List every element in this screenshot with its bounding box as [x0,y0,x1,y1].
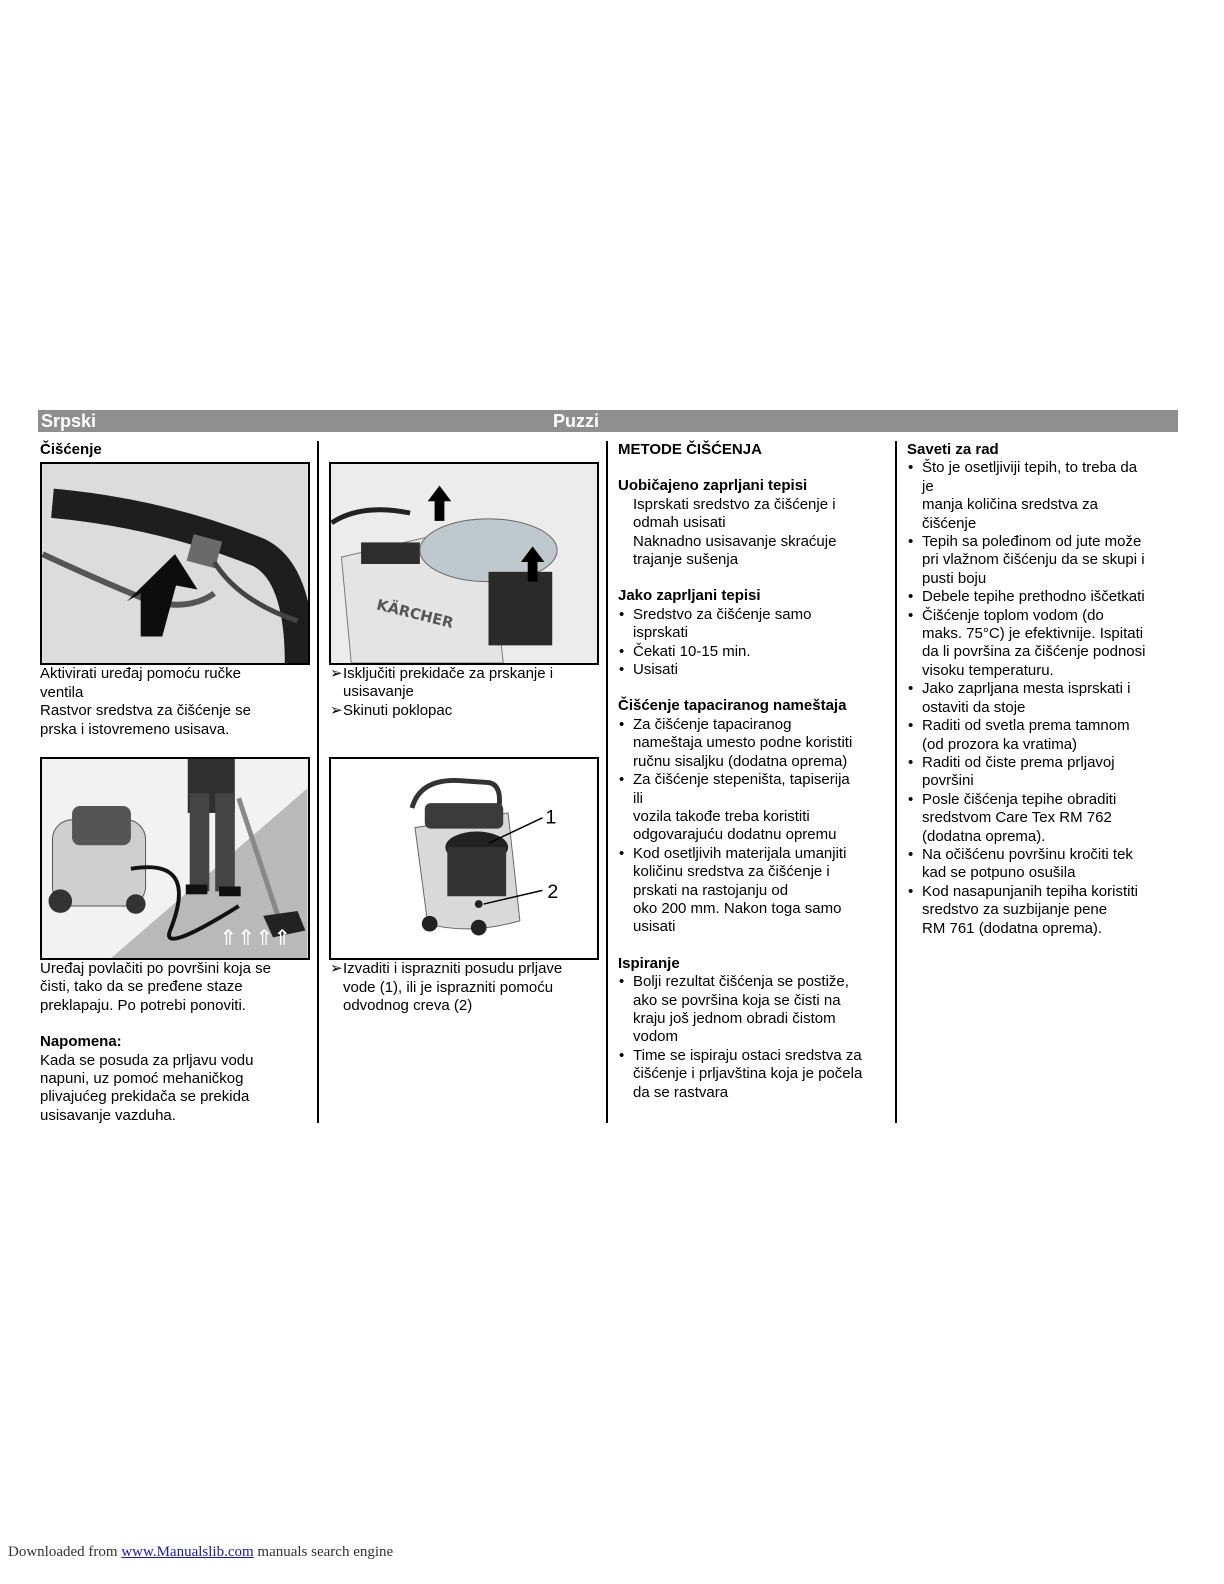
list-line: čišćenje i prljavština koja je počela [633,1065,863,1083]
list-line: Tepih sa poleđinom od jute može [922,533,1142,551]
list-line: čišćenje [922,514,977,532]
list-item [618,606,888,643]
bullet-icon: • [908,459,914,477]
list-line: prskati na rastojanju od [633,881,789,899]
note-line: napuni, uz pomoć mehaničkog [40,1070,244,1088]
bullet-icon: • [908,680,914,698]
bullet-icon: • [619,844,625,862]
list-line: sredstvom Care Tex RM 762 [922,809,1112,827]
text-line: Naknadno usisavanje skraćuje [633,532,837,550]
methods-title: METODE ČIŠĆENJA [618,441,762,458]
list-line: pri vlažnom čišćenju da se skupi i [922,551,1145,569]
list-line: da li površina za čišćenje podnosi [922,643,1146,661]
work-tips-list [907,459,1177,938]
list-line: površini [922,772,974,790]
section-heading-work-tips: Saveti za rad [907,441,999,458]
caption-line: ventila [40,683,84,701]
column-cleaning [40,441,310,1125]
list-item [907,533,1177,588]
steps-list-switch-off [329,665,599,720]
figure-operating-device [40,757,310,960]
rinsing-list [618,973,888,1102]
callout-2: 2 [547,881,559,904]
bullet-icon: • [908,845,914,863]
caption-pull-device [40,960,310,1015]
brand-logo: KÄRCHER [374,596,456,632]
caption-activate [40,665,310,739]
list-item [907,791,1177,846]
arrow-bullet-icon: ➢ [330,665,343,682]
arrow-bullet-icon: ➢ [330,701,343,719]
list-line: je [922,477,934,495]
list-item [618,643,888,661]
list-line: maks. 75°C) je efektivnije. Ispitati [922,625,1144,643]
list-line: usisati [633,918,676,936]
column-work-tips [907,441,1177,938]
list-line: (dodatna oprema). [922,827,1046,845]
list-line: sredstvo za suzbijanje pene [922,901,1108,919]
list-item [618,973,888,1047]
list-line: vozila takođe treba koristiti [633,807,810,825]
step-line: Isključiti prekidače za prskanje i [343,665,554,682]
figure-hand-valve [40,462,310,665]
list-line: isprskati [633,624,689,642]
note-text [40,1052,310,1126]
step-item [329,665,599,702]
lid-removal-illustration [331,464,597,663]
list-line: (od prozora ka vratima) [922,735,1078,753]
caption-line: Rastvor sredstva za čišćenje se [40,702,251,720]
list-line: Na očišćenu površinu kročiti tek [922,845,1133,863]
download-footer [8,1543,393,1561]
hand-valve-illustration [42,464,308,663]
list-item [618,771,888,845]
list-line: kraju još jednom obradi čistom [633,1009,836,1027]
section-heading-upholstery: Čišćenje tapaciranog nameštaja [618,697,847,715]
list-item [618,1047,888,1102]
figure-remove-lid [329,462,599,665]
list-item [907,680,1177,717]
bullet-icon: • [619,1046,625,1064]
bullet-icon: • [619,605,625,623]
list-line: ostaviti da stoje [922,698,1026,716]
callout-1: 1 [545,806,557,829]
footer-prefix: Downloaded from [8,1544,118,1560]
step-line: Izvaditi i isprazniti posudu prljave [343,960,563,978]
list-line: Što je osetljiviji tepih, to treba da [922,459,1138,477]
step-item [329,702,599,720]
list-line: Sredstvo za čišćenje samo [633,605,812,623]
list-line: Time se ispiraju ostaci sredstva za [633,1046,862,1064]
section-heading-rinsing: Ispiranje [618,954,680,972]
column-divider [895,441,897,1123]
page-header-bar [38,410,1178,432]
list-line: Za čišćenje stepeništa, tapiserija [633,771,850,789]
list-line: visoku temperaturu. [922,661,1054,679]
list-line: Bolji rezultat čišćenja se postiže, [633,973,849,991]
section-heading-heavy-carpets: Jako zaprljani tepisi [618,587,761,605]
list-line: Kod nasapunjanih tepiha koristiti [922,882,1138,900]
list-line: nameštaja umesto podne koristiti [633,734,853,752]
steps-list-empty-tank [329,960,599,1015]
step-line: usisavanje [343,683,414,701]
bullet-icon: • [908,882,914,900]
caption-line: preklapaju. Po potrebi ponoviti. [40,996,246,1014]
list-item [618,716,888,771]
bullet-icon: • [908,717,914,735]
step-line: odvodnog creva (2) [343,997,473,1015]
list-line: manja količina sredstva za [922,496,1098,514]
bullet-icon: • [908,588,914,606]
product-name: Puzzi [553,411,600,431]
text-line: Isprskati sredstvo za čišćenje i [633,495,836,513]
list-item [907,754,1177,791]
bullet-icon: • [908,753,914,771]
list-line: Kod osetljivih materijala umanjiti [633,844,847,862]
movement-arrows-icon: ⇑⇑⇑⇑ [219,926,292,952]
list-line: Raditi od čiste prema prljavoj [922,753,1115,771]
note-heading: Napomena: [40,1033,122,1051]
column-divider [317,441,319,1123]
list-line: vodom [633,1028,679,1046]
column-emptying [329,441,599,1015]
bullet-icon: • [619,771,625,789]
section-heading-cleaning: Čišćenje [40,441,102,458]
bullet-icon: • [908,533,914,551]
bullet-icon: • [908,606,914,624]
step-item [329,960,599,1015]
text-line: odmah usisati [633,514,726,532]
list-item [618,661,888,679]
list-item [907,459,1177,533]
bullet-icon: • [619,661,625,679]
list-line: Raditi od svetla prema tamnom [922,717,1130,735]
bullet-icon: • [908,790,914,808]
manualslib-link[interactable]: www.Manualslib.com [121,1544,254,1560]
list-line: odgovarajuću dodatnu opremu [633,826,837,844]
note-line: usisavanje vazduha. [40,1106,176,1124]
language-label: Srpski [41,411,97,431]
list-line: kad se potpuno osušila [922,864,1076,882]
note-line: plivajućeg prekidača se prekida [40,1088,250,1106]
list-item [907,846,1177,883]
operator-illustration [42,759,308,958]
column-cleaning-methods [618,441,888,1102]
list-line: Usisati [633,661,679,679]
arrow-bullet-icon: ➢ [330,960,343,978]
bullet-icon: • [619,715,625,733]
list-line: Čišćenje toplom vodom (do [922,606,1104,624]
list-line: Čekati 10-15 min. [633,642,751,660]
list-line: ili [633,789,643,807]
list-line: Posle čišćenja tepihe obraditi [922,790,1117,808]
section-heading-normal-carpets: Uobičajeno zaprljani tepisi [618,477,808,495]
footer-suffix: manuals search engine [257,1544,394,1560]
tank-illustration [331,759,597,958]
list-line: Debele tepihe prethodno iščetkati [922,588,1145,606]
caption-line: Aktivirati uređaj pomoću ručke [40,665,241,683]
column-divider [606,441,608,1123]
bullet-icon: • [619,642,625,660]
note-line: Kada se posuda za prljavu vodu [40,1051,254,1069]
text-line: trajanje sušenja [633,551,739,569]
caption-line: prska i istovremeno usisava. [40,720,230,738]
step-line: vode (1), ili je isprazniti pomoću [343,978,554,996]
bullet-icon: • [619,973,625,991]
list-line: da se rastvara [633,1083,729,1101]
list-line: oko 200 mm. Nakon toga samo [633,899,842,917]
list-line: ako se površina koja se čisti na [633,991,841,1009]
list-item [618,845,888,937]
list-line: Jako zaprljana mesta isprskati i [922,680,1131,698]
list-item [907,588,1177,606]
heavy-carpets-list [618,606,888,680]
caption-line: Uređaj povlačiti po površini koja se [40,960,271,978]
list-line: količinu sredstva za čišćenje i [633,863,830,881]
list-item [907,883,1177,938]
list-line: RM 761 (dodatna oprema). [922,919,1103,937]
list-line: Za čišćenje tapaciranog [633,715,792,733]
upholstery-list [618,716,888,937]
list-line: pusti boju [922,569,987,587]
caption-line: čisti, tako da se pređene staze [40,978,243,996]
list-item [907,607,1177,681]
list-line: ručnu sisaljku (dodatna oprema) [633,752,848,770]
normal-carpets-text [618,496,888,570]
figure-dirty-water-tank [329,757,599,960]
step-line: Skinuti poklopac [343,701,453,719]
list-item [907,717,1177,754]
